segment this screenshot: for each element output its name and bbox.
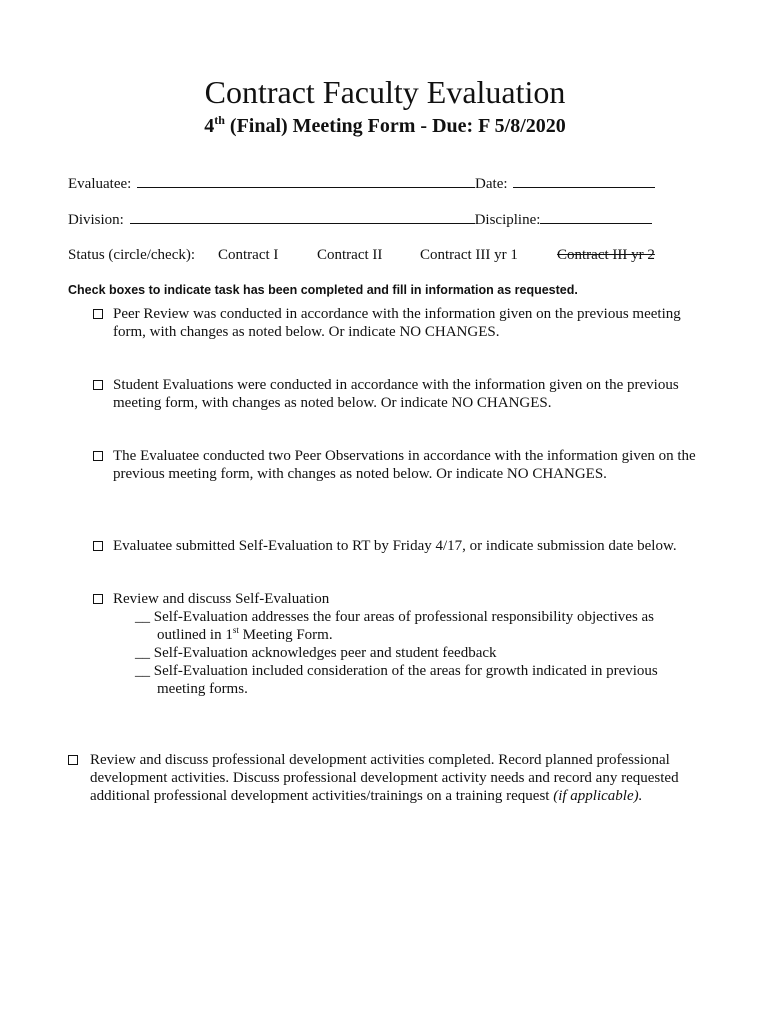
evaluatee-row [68,173,655,194]
self-evaluation-submitted-checkbox[interactable] [93,541,103,551]
status-option-contract-2[interactable]: Contract II [317,247,383,263]
subtitle-text: (Final) Meeting Form - Due: F 5/8/2020 [224,115,566,137]
checklist-item-self-evaluation-submitted [113,537,753,555]
division-label: Division: [68,212,124,228]
subitem-four-areas-line2 [157,626,333,644]
subitem-four-areas-pre: outlined in 1 [157,627,233,643]
checklist-item-review-self-evaluation [113,590,713,608]
student-evaluations-checkbox[interactable] [93,380,103,390]
peer-observations-checkbox[interactable] [93,451,103,461]
checklist-item-student-evaluations [113,376,713,412]
student-evaluations-text: Student Evaluations were conducted in accordance with the information given on the previous meeting form, with changes as noted below. Or indicate NO CHANGES. [113,377,679,411]
review-self-evaluation-checkbox[interactable] [93,594,103,604]
form-subtitle [0,112,770,140]
evaluatee-label: Evaluatee: [68,176,132,192]
professional-development-text [90,751,700,805]
checklist-item-peer-review [113,305,713,341]
instruction-text: Check boxes to indicate task has been completed and fill in information as requested. [68,283,578,297]
checklist-item-peer-observations [113,447,713,483]
professional-development-main: Review and discuss professional development activities completed. Record planned professional development activities. Discuss professional development activity needs and record any requested additional professional development activities/trainings on a training request [90,752,679,804]
peer-review-checkbox[interactable] [93,309,103,319]
subitem-growth-line2: meeting forms. [157,681,248,697]
subitem-four-areas-post: Meeting Form. [238,627,333,643]
date-label: Date: [475,176,508,192]
status-option-contract-1[interactable]: Contract I [218,247,279,263]
peer-observations-text: The Evaluatee conducted two Peer Observations in accordance with the information given on the previous meeting form, with changes as noted below. Or indicate NO CHANGES. [113,448,696,482]
date-field[interactable] [513,173,655,188]
subtitle-number: 4 [204,115,215,137]
status-label: Status (circle/check): [68,247,196,263]
status-option-contract-3-yr1[interactable]: Contract III yr 1 [420,247,518,263]
checklist-item-professional-development [90,751,700,805]
professional-development-checkbox[interactable] [68,755,78,765]
subitem-four-areas-ordinal: st [232,625,239,635]
self-evaluation-submitted-text: Evaluatee submitted Self-Evaluation to RT by Friday 4/17, or indicate submission date below. [113,538,677,554]
professional-development-italic: (if applicable). [553,788,643,804]
subitem-growth-line1: __ Self-Evaluation included consideration of the areas for growth indicated in previous [135,663,658,679]
subitem-feedback: __ Self-Evaluation acknowledges peer and student feedback [135,645,497,661]
subitem-four-areas-line1: __ Self-Evaluation addresses the four areas of professional responsibility objectives as [135,609,655,625]
subtitle-ordinal: th [214,113,225,127]
form-title: Contract Faculty Evaluation [204,74,566,110]
peer-review-text: Peer Review was conducted in accordance with the information given on the previous meeting form, with changes as noted below. Or indicate NO CHANGES. [113,306,681,340]
division-field[interactable] [130,209,475,224]
status-option-contract-3-yr2[interactable]: Contract III yr 2 [557,247,655,263]
discipline-field[interactable] [540,209,652,224]
discipline-label: Discipline: [474,212,541,228]
division-row [68,209,652,230]
review-self-evaluation-text: Review and discuss Self-Evaluation [113,591,330,607]
evaluatee-field[interactable] [137,173,475,188]
